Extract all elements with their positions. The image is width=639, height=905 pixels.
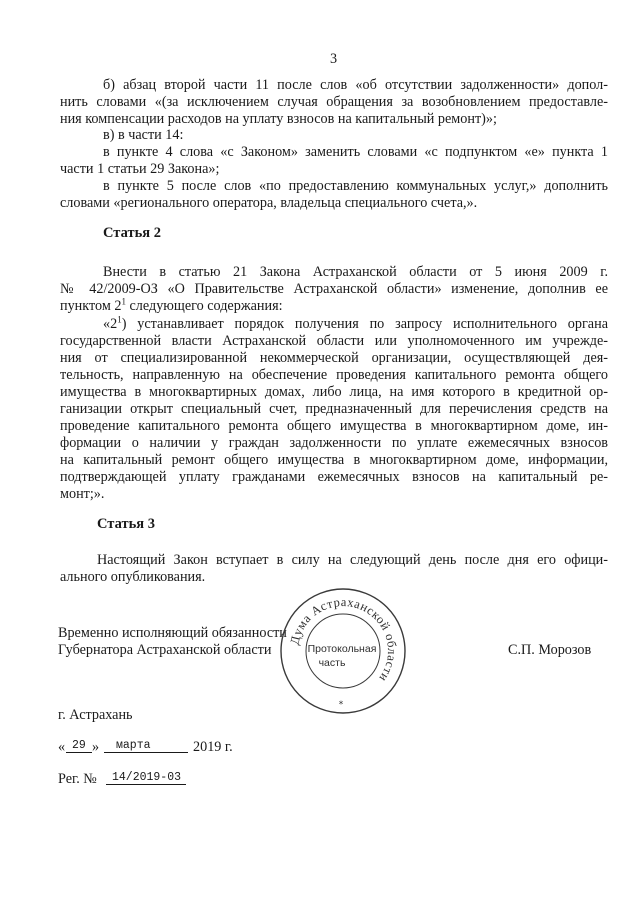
paragraph-line: словами «регионального оператора, владельца специального счета,». bbox=[60, 195, 478, 211]
official-stamp bbox=[278, 586, 408, 716]
stamp-center-line2: часть bbox=[318, 657, 346, 669]
paragraph-line: в пункте 4 слова «с Законом» заменить словами «с подпунктом «е» пункта 1 bbox=[103, 144, 608, 160]
paragraph-line: ганизации открыт специальный счет, предназначенный для перечисления средств на bbox=[60, 401, 608, 417]
date-month: марта bbox=[116, 739, 151, 752]
paragraph-line: государственной власти Астраханской области или уполномоченного им учрежде- bbox=[60, 333, 608, 349]
text-run: пунктом 2 bbox=[60, 298, 122, 314]
article-heading: Статья 3 bbox=[97, 516, 155, 532]
registration-underline bbox=[106, 784, 186, 785]
paragraph-line: проведение капитального ремонта общего имущества в многоквартирном доме, ин- bbox=[60, 418, 608, 434]
paragraph-line: № 42/2009-ОЗ «О Правительстве Астраханской области» изменение, дополнив ее bbox=[60, 281, 608, 297]
paragraph-line: в пункте 5 после слов «по предоставлению коммунальных услуг,» дополнить bbox=[103, 178, 608, 194]
paragraph-line: ния компенсации расходов на уплату взносов на капитальный ремонт)»; bbox=[60, 111, 497, 127]
stamp-ring-text: Дума Астраханской области bbox=[287, 594, 400, 685]
date-open-quote: « bbox=[58, 739, 66, 755]
paragraph-line: части 1 статьи 29 Закона»; bbox=[60, 161, 220, 177]
paragraph-line: Настоящий Закон вступает в силу на следующий день после дня его офици- bbox=[97, 552, 608, 568]
registration-number: 14/2019-03 bbox=[112, 771, 182, 784]
paragraph-line bbox=[60, 298, 608, 315]
paragraph-line: на капитальный ремонт общего имущества в многоквартирном доме, информации, bbox=[60, 452, 608, 468]
superscript: 1 bbox=[117, 314, 122, 325]
date-day: 29 bbox=[72, 739, 86, 752]
stamp-center-line1: Протокольная bbox=[307, 643, 377, 655]
place-of-signing: г. Астрахань bbox=[58, 707, 133, 723]
date-year: 2019 г. bbox=[193, 739, 233, 755]
superscript: 1 bbox=[121, 296, 126, 307]
registration-label: Рег. № bbox=[58, 771, 97, 787]
paragraph-line: ального опубликования. bbox=[60, 569, 206, 585]
paragraph-line: подтверждающей уплату гражданами ежемесячных взносов на капитальный ре- bbox=[60, 469, 608, 485]
date-day-underline bbox=[66, 752, 92, 753]
paragraph-line: формации о наличии у граждан задолженности по уплате ежемесячных взносов bbox=[60, 435, 608, 451]
paragraph-line: монт;». bbox=[60, 486, 105, 502]
text-run: «2 bbox=[103, 316, 118, 332]
paragraph-line: ния от специализированной некоммерческой организации, осуществляющей дея- bbox=[60, 350, 608, 366]
signatory-title-line1: Временно исполняющий обязанности bbox=[58, 625, 287, 641]
article-heading: Статья 2 bbox=[103, 225, 161, 241]
stamp-star: * bbox=[338, 700, 344, 710]
page-number: 3 bbox=[330, 51, 338, 67]
text-run: ) устанавливает порядок получения по запросу исполнительного органа bbox=[121, 316, 608, 332]
paragraph-line: в) в части 14: bbox=[103, 127, 184, 143]
paragraph-line bbox=[103, 316, 608, 333]
paragraph-line: тельность, направленную на обеспечение проведения капитального ремонта общего bbox=[60, 367, 608, 383]
paragraph-line: Внести в статью 21 Закона Астраханской области от 5 июня 2009 г. bbox=[103, 264, 608, 280]
paragraph-line: б) абзац второй части 11 после слов «об отсутствии задолженности» допол- bbox=[103, 77, 608, 93]
date-close-quote: » bbox=[92, 739, 100, 755]
signatory-title-line2: Губернатора Астраханской области bbox=[58, 642, 272, 658]
paragraph-line: имущества в многоквартирных домах, либо лица, на имя которого в кредитной ор- bbox=[60, 384, 608, 400]
date-month-underline bbox=[104, 752, 188, 753]
signatory-name: С.П. Морозов bbox=[508, 642, 592, 658]
paragraph-line: нить словами «(за исключением случая обращения за возобновлением предоставле- bbox=[60, 94, 608, 110]
text-run: следующего содержания: bbox=[125, 298, 283, 314]
